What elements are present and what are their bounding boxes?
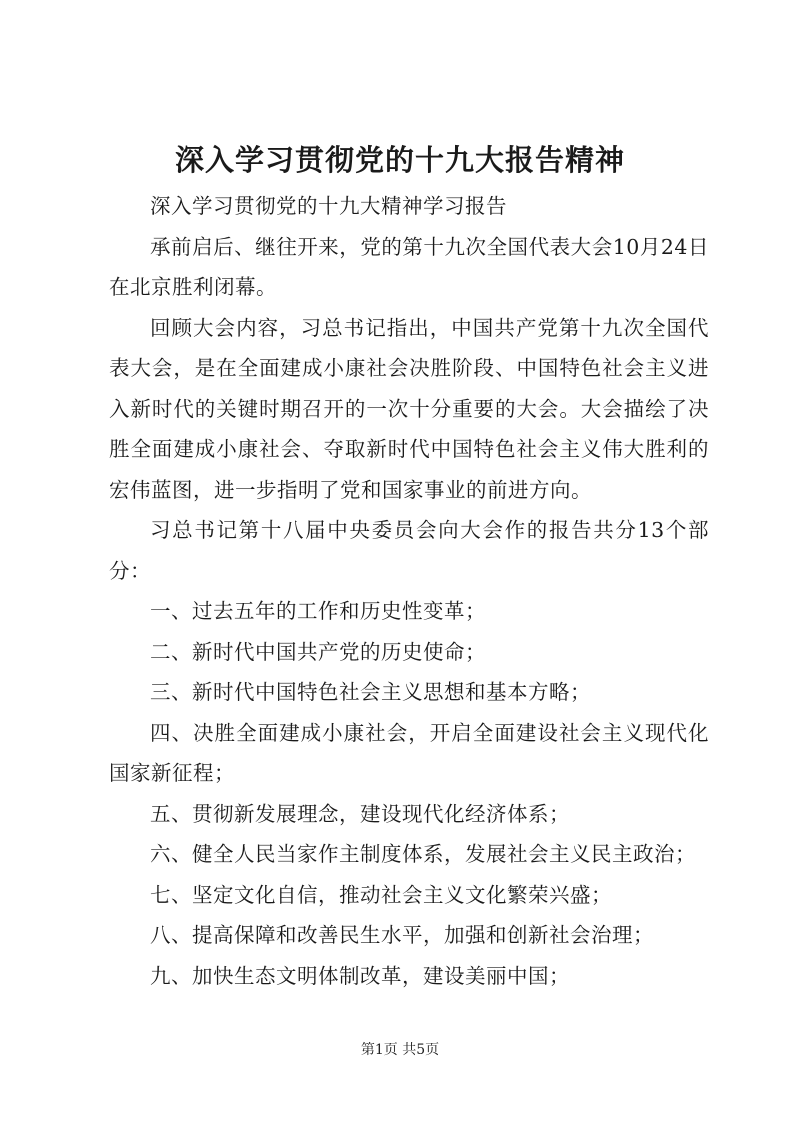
- list-item: 二、新时代中国共产党的历史使命；: [150, 639, 486, 664]
- list-item: 一、过去五年的工作和历史性变革；: [150, 599, 486, 623]
- list-item: 九、加快生态文明体制改革，建设美丽中国；: [150, 963, 570, 988]
- list-item: 五、贯彻新发展理念，建设现代化经济体系；: [150, 801, 570, 826]
- list-item: 八、提高保障和改善民生水平，加强和创新社会治理；: [150, 923, 654, 947]
- list-item: 三、新时代中国特色社会主义思想和基本方略；: [150, 680, 591, 704]
- list-item: 四、决胜全面建成小康社会，开启全面建设社会主义现代化国家新征程；: [109, 720, 709, 785]
- list-item: 七、坚定文化自信，推动社会主义文化繁荣兴盛；: [150, 882, 612, 907]
- paragraph-closing-announcement: 承前启后、继往开来，党的第十九次全国代表大会10月24日在北京胜利闭幕。: [109, 234, 709, 299]
- paragraph-report-overview: 习总书记第十八届中央委员会向大会作的报告共分13个部分：: [109, 518, 709, 583]
- list-item: 六、健全人民当家作主制度体系，发展社会主义民主政治；: [150, 842, 696, 866]
- paragraph-review: 回顾大会内容，习总书记指出，中国共产党第十九次全国代表大会，是在全面建成小康社会决胜阶段、中国特色社会主义进入新时代的关键时期召开的一次十分重要的大会。大会描绘了决胜全面建成小康社会、夺取新时代中国特色社会主义伟大胜利的宏伟蓝图，进一步指明了党和国家事业的前进方向。: [109, 315, 709, 502]
- document-body: [109, 186, 709, 996]
- document-title: 深入学习贯彻党的十九大报告精神: [174, 143, 625, 177]
- page-number-footer: 第1页 共5页: [360, 1042, 440, 1058]
- paragraph-subtitle: 深入学习贯彻党的十九大精神学习报告: [150, 194, 507, 218]
